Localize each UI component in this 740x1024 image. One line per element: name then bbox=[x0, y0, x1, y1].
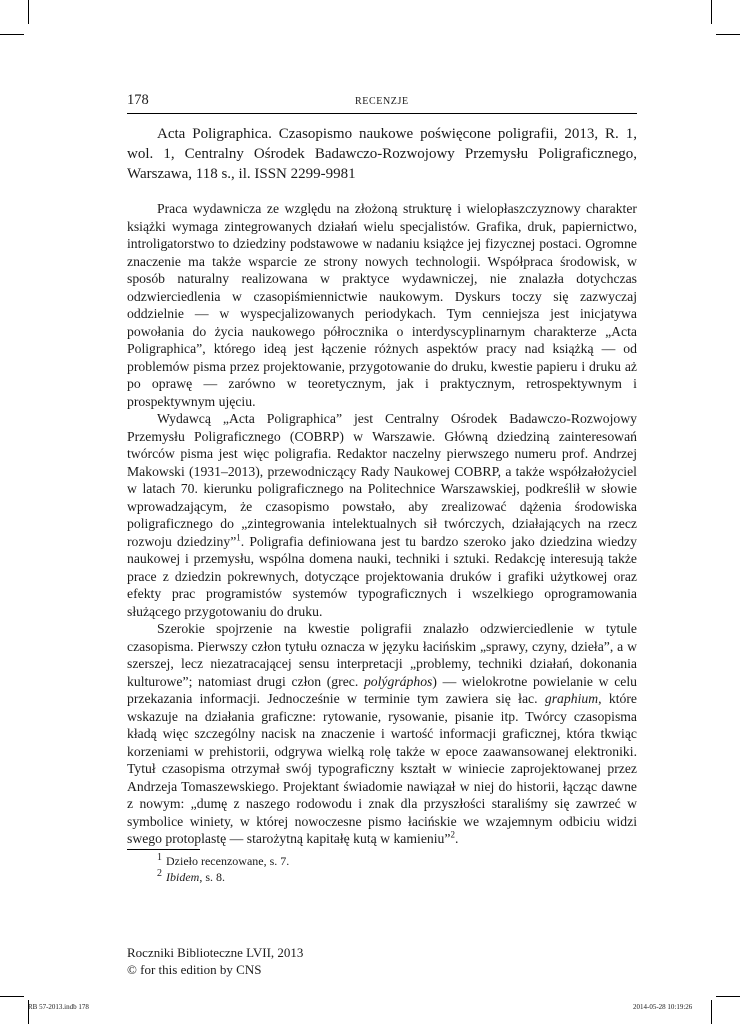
print-slug-timestamp: 2014-05-28 10:19:26 bbox=[633, 1003, 693, 1011]
footnotes bbox=[157, 853, 289, 885]
copyright-line: © for this edition by CNS bbox=[127, 962, 262, 977]
italic-term: polýgráphos bbox=[363, 673, 433, 689]
crop-mark bbox=[716, 996, 740, 997]
review-body bbox=[127, 200, 637, 848]
crop-mark bbox=[0, 996, 24, 997]
review-citation bbox=[127, 124, 637, 184]
journal-line: Roczniki Biblioteczne LVII, 2013 bbox=[127, 945, 304, 960]
paragraph: Praca wydawnicza ze względu na złożoną strukturę i wielopłaszczyznowy charakter książki wymaga zintegrowanych działań wielu specjalistów. Grafika, druk, papiernictwo, introligatorstwo to dziedziny podstawowe w nadaniu książce jej fizycznej postaci. Ogromne znaczenie ma także wsparcie ze strony nowych technologii. Współpraca środowisk, w sposób naturalny realizowana w praktyce wydawniczej, nie znalazła dotychczas odzwierciedlenia w czasopiśmiennictwie naukowym. Dyskurs toczy się zazwyczaj oddzielnie — w wyspecjalizowanych periodykach. Tym cenniejsza jest inicjatywa powołania do życia naukowego półrocznika o interdyscyplinarnym charakterze „Acta Poligraphica”, którego ideą jest łączenie różnych aspektów pracy nad książką — od problemów pisma przez projektowanie, przygotowanie do druku, kwestie papieru i druku aż po oprawę — zarówno w teoretycznym, jak i praktycznym, retrospektywnym i prospektywnym ujęciu. bbox=[127, 201, 637, 409]
footnote: $^2$ Ibidem, s. 8. bbox=[157, 868, 225, 884]
footnote-rule bbox=[127, 849, 200, 850]
header-rule bbox=[127, 113, 637, 114]
crop-mark bbox=[28, 0, 29, 24]
citation-text: Acta Poligraphica. Czasopismo naukowe poświęcone poligrafii, 2013, R. 1, wol. 1, Centralny Ośrodek Badawczo-Rozwojowy Przemysłu Poligraficznego, Warszawa, 118 s., il. ISSN 2299-9981 bbox=[127, 126, 637, 182]
paragraph: Szerokie spojrzenie na kwestie poligrafii znalazło odzwierciedlenie w tytule czasopisma. Pierwszy człon tytułu oznacza w języku łacińskim „sprawy, czyny, dzieła”, a w szerszej, lecz niezatracającej sensu interpretacji „problemy, techniki działań, dokonania kulturowe”; natomiast drugi człon (grec. polýgráphos) — wielokrotne powielanie w celu przekazania informacji. Jednocześnie w terminie tym zawiera się łac. graphium, które wskazuje na działania graficzne: rytowanie, rysowanie, pisanie itp. Twórcy czasopisma kładą więc szczególny nacisk na znaczenie i wartość informacji graficznej, która tkwiąc korzeniami w prehistorii, odgrywa wielką rolę także w epoce zaawansowanej elektroniki. Tytuł czasopisma otrzymał swój typograficzny kształt w winiecie zaprojektowanej przez Andrzeja Tomaszewskiego. Projektant świadomie nawiązał w niej do historii, łącząc dawne z nowym: „dumę z naszego rodowodu i znak dla przyszłości staraliśmy się zawrzeć w symbolice winiety, w której nowoczesne pismo łacińskie we wzajemnym odbiciu widzi swego protoplastę — starożytną kapitałę kutą w kamieniu”$^2$. bbox=[127, 621, 637, 846]
crop-mark bbox=[711, 1000, 712, 1024]
page-number: 178 bbox=[127, 92, 149, 108]
print-slug-file: RB 57-2013.indb 178 bbox=[28, 1003, 89, 1011]
italic-term: graphium bbox=[544, 691, 599, 706]
colophon bbox=[127, 944, 303, 978]
running-head: RECENZJE bbox=[355, 96, 409, 107]
crop-mark bbox=[0, 34, 24, 35]
footnote-ref: 2 bbox=[450, 829, 455, 840]
paragraph: Wydawcą „Acta Poligraphica” jest Centralny Ośrodek Badawczo-Rozwojowy Przemysłu Poligraficznego (COBRP) w Warszawie. Główną dziedziną zainteresowań twórców pisma jest więc poligrafia. Redaktor naczelny pierwszego numeru prof. Andrzej Makowski (1931–2013), przewodniczący Rady Naukowej COBRP, a także współzałożyciel w latach 70. kierunku poligraficznego na Politechnice Warszawskiej, podkreślił w słowie wprowadzającym, że czasopismo powstało, aby zrealizować dążenia środowiska poligraficznego do „zintegrowania intelektualnych sił twórczych, działających na rzecz rozwoju dziedziny”$^1$. Poligrafia definiowana jest tu bardzo szeroko jako dziedzina wiedzy naukowej i przemysłu, wspólna domena nauki, techniki i sztuki. Redakcję interesują także prace z dziedzin pokrewnych, dotyczące projektowania druków i grafiki użytkowej oraz efekty prac programistów systemów typograficznych i wszelkiego oprogramowania służącego przygotowaniu do druku. bbox=[127, 411, 637, 619]
crop-mark bbox=[711, 0, 712, 24]
footnote-ref: 1 bbox=[236, 531, 241, 542]
crop-mark bbox=[716, 34, 740, 35]
footnote: $^1$ Dzieło recenzowane, s. 7. bbox=[157, 852, 290, 868]
